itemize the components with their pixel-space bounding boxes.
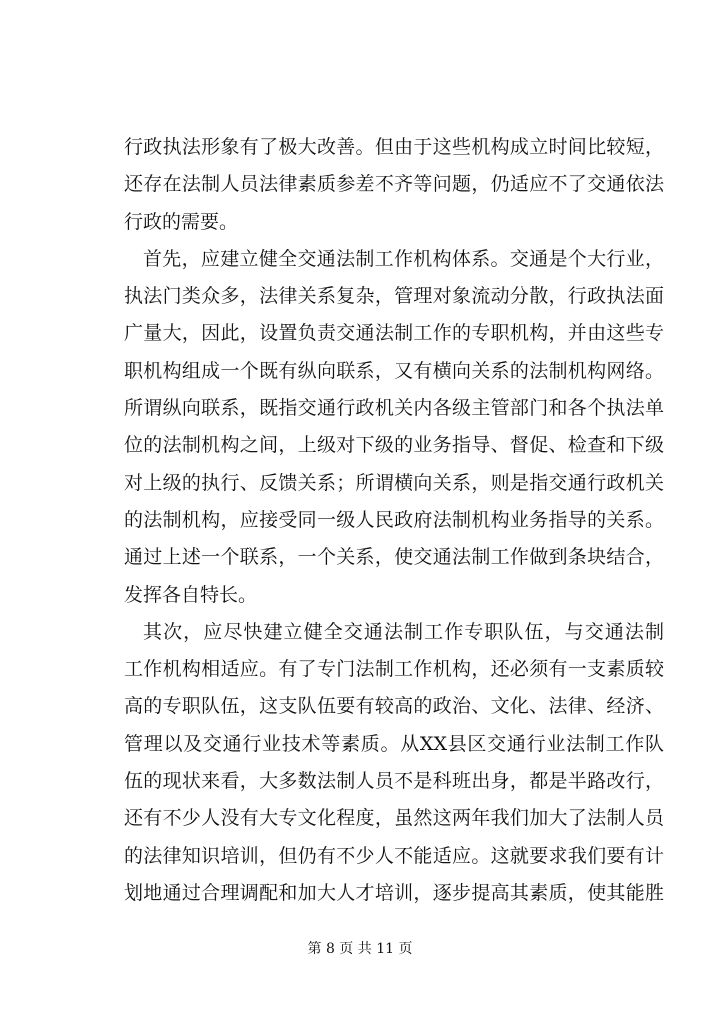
- text-line: 管理以及交通行业技术等素质。从XX县区交通行业法制工作队: [124, 732, 664, 755]
- text-line: 其次，应尽快建立健全交通法制工作专职队伍，与交通法制: [143, 620, 664, 643]
- text-line: 还存在法制人员法律素质参差不齐等问题，仍适应不了交通依法: [124, 173, 664, 196]
- page-footer: 第 8 页 共 11 页: [307, 941, 413, 957]
- body-text: [124, 129, 664, 912]
- text-line: 伍的现状来看，大多数法制人员不是科班出身，都是半路改行，: [124, 770, 664, 793]
- text-line: 职机构组成一个既有纵向联系，又有横向关系的法制机构网络。: [124, 359, 664, 382]
- text-line: 执法门类众多，法律关系复杂，管理对象流动分散，行政执法面: [124, 285, 664, 308]
- text-line: 广量大，因此，设置负责交通法制工作的专职机构，并由这些专: [124, 322, 664, 345]
- text-line: 发挥各自特长。: [124, 583, 258, 606]
- text-line: 高的专职队伍，这支队伍要有较高的政治、文化、法律、经济、: [124, 695, 664, 718]
- text-line: 行政的需要。: [124, 210, 239, 233]
- text-line: 通过上述一个联系，一个关系，使交通法制工作做到条块结合，: [124, 546, 664, 569]
- text-line: 划地通过合理调配和加大人才培训，逐步提高其素质，使其能胜: [124, 881, 664, 904]
- text-line: 的法律知识培训，但仍有不少人不能适应。这就要求我们要有计: [124, 844, 664, 867]
- text-line: 还有不少人没有大专文化程度，虽然这两年我们加大了法制人员: [124, 807, 664, 830]
- text-line: 位的法制机构之间，上级对下级的业务指导、督促、检查和下级: [124, 434, 664, 457]
- text-line: 的法制机构，应接受同一级人民政府法制机构业务指导的关系。: [124, 508, 664, 531]
- text-line: 首先，应建立健全交通法制工作机构体系。交通是个大行业，: [143, 247, 664, 270]
- text-line: 行政执法形象有了极大改善。但由于这些机构成立时间比较短，: [124, 136, 664, 158]
- text-line: 所谓纵向联系，既指交通行政机关内各级主管部门和各个执法单: [124, 397, 664, 420]
- text-line: 工作机构相适应。有了专门法制工作机构，还必须有一支素质较: [124, 658, 664, 681]
- text-line: 对上级的执行、反馈关系；所谓横向关系，则是指交通行政机关: [124, 471, 664, 494]
